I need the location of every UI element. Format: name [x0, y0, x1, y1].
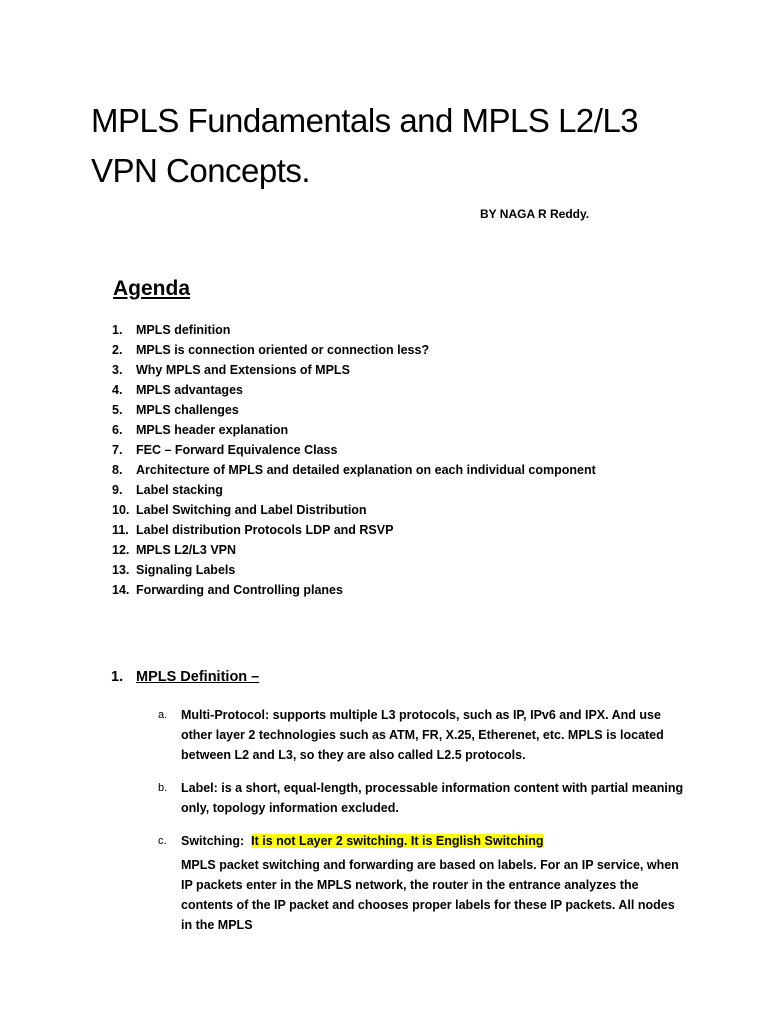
agenda-item-number: 5. [112, 403, 123, 417]
agenda-item-number: 6. [112, 423, 123, 437]
agenda-item-number: 1. [112, 323, 123, 337]
agenda-item-text: FEC – Forward Equivalence Class [136, 443, 338, 457]
agenda-item-number: 13. [112, 563, 130, 577]
item-text: Label: is a short, equal-length, processable information content with partial meaning only, topology information excluded. [181, 781, 684, 815]
agenda-item-text: Forwarding and Controlling planes [136, 583, 343, 597]
agenda-item [112, 422, 596, 442]
agenda-item-text: MPLS is connection oriented or connection less? [136, 343, 430, 357]
highlighted-text: It is not Layer 2 switching. It is English Switching [251, 834, 544, 848]
item-letter: a. [158, 709, 168, 721]
agenda-item-text: Label Switching and Label Distribution [136, 503, 367, 517]
item-letter: c. [158, 835, 167, 847]
agenda-item-number: 14. [112, 583, 130, 597]
agenda-item [112, 482, 596, 502]
definition-item-c [158, 831, 688, 851]
agenda-item-number: 7. [112, 443, 123, 457]
document-title: MPLS Fundamentals and MPLS L2/L3 VPN Concepts. [91, 102, 639, 189]
item-text: Multi-Protocol: supports multiple L3 protocols, such as IP, IPv6 and IPX. And use other layer 2 technologies such as ATM, FR, X.25, Etherenet, etc. MPLS is located between L2 and L3, so they are also called L2.5 protocols. [181, 708, 664, 762]
agenda-item-number: 8. [112, 463, 123, 477]
item-text [181, 831, 688, 851]
agenda-item [112, 462, 596, 482]
agenda-heading: Agenda [113, 277, 191, 300]
agenda-list [112, 322, 596, 602]
agenda-item [112, 542, 596, 562]
agenda-item [112, 582, 596, 602]
section-title: MPLS Definition – [136, 669, 260, 685]
agenda-item-text: Label distribution Protocols LDP and RSVP [136, 523, 394, 537]
agenda-item-text: Architecture of MPLS and detailed explanation on each individual component [136, 463, 596, 477]
item-prefix: Switching: [181, 834, 252, 848]
agenda-item-text: MPLS definition [136, 323, 231, 337]
agenda-item-text: Signaling Labels [136, 563, 236, 577]
section-heading [111, 669, 259, 685]
agenda-item [112, 442, 596, 462]
agenda-item-number: 2. [112, 343, 123, 357]
author-line: BY NAGA R Reddy. [480, 207, 590, 221]
agenda-item [112, 322, 596, 342]
agenda-item-text: MPLS challenges [136, 403, 239, 417]
agenda-item-number: 12. [112, 543, 130, 557]
agenda-item [112, 522, 596, 542]
agenda-item-text: Label stacking [136, 483, 223, 497]
agenda-item-number: 4. [112, 383, 123, 397]
agenda-item [112, 362, 596, 382]
agenda-item-text: MPLS header explanation [136, 423, 289, 437]
agenda-item [112, 402, 596, 422]
agenda-item-text: MPLS L2/L3 VPN [136, 543, 237, 557]
section-number: 1. [111, 669, 124, 685]
agenda-item-text: Why MPLS and Extensions of MPLS [136, 363, 350, 377]
definition-item-a [158, 705, 688, 765]
agenda-item [112, 562, 596, 582]
agenda-item-text: MPLS advantages [136, 383, 243, 397]
item-letter: b. [158, 782, 168, 794]
switching-paragraph: MPLS packet switching and forwarding are based on labels. For an IP service, when IP packets enter in the MPLS network, the router in the entrance analyzes the contents of the IP packet and chooses proper labels for these IP packets. All nodes in the MPLS [181, 858, 679, 932]
agenda-item [112, 382, 596, 402]
agenda-item-number: 9. [112, 483, 123, 497]
agenda-item-number: 10. [112, 503, 130, 517]
definition-item-b [158, 778, 688, 818]
agenda-item [112, 342, 596, 362]
agenda-item-number: 11. [112, 523, 129, 537]
agenda-item-number: 3. [112, 363, 123, 377]
agenda-item [112, 502, 596, 522]
